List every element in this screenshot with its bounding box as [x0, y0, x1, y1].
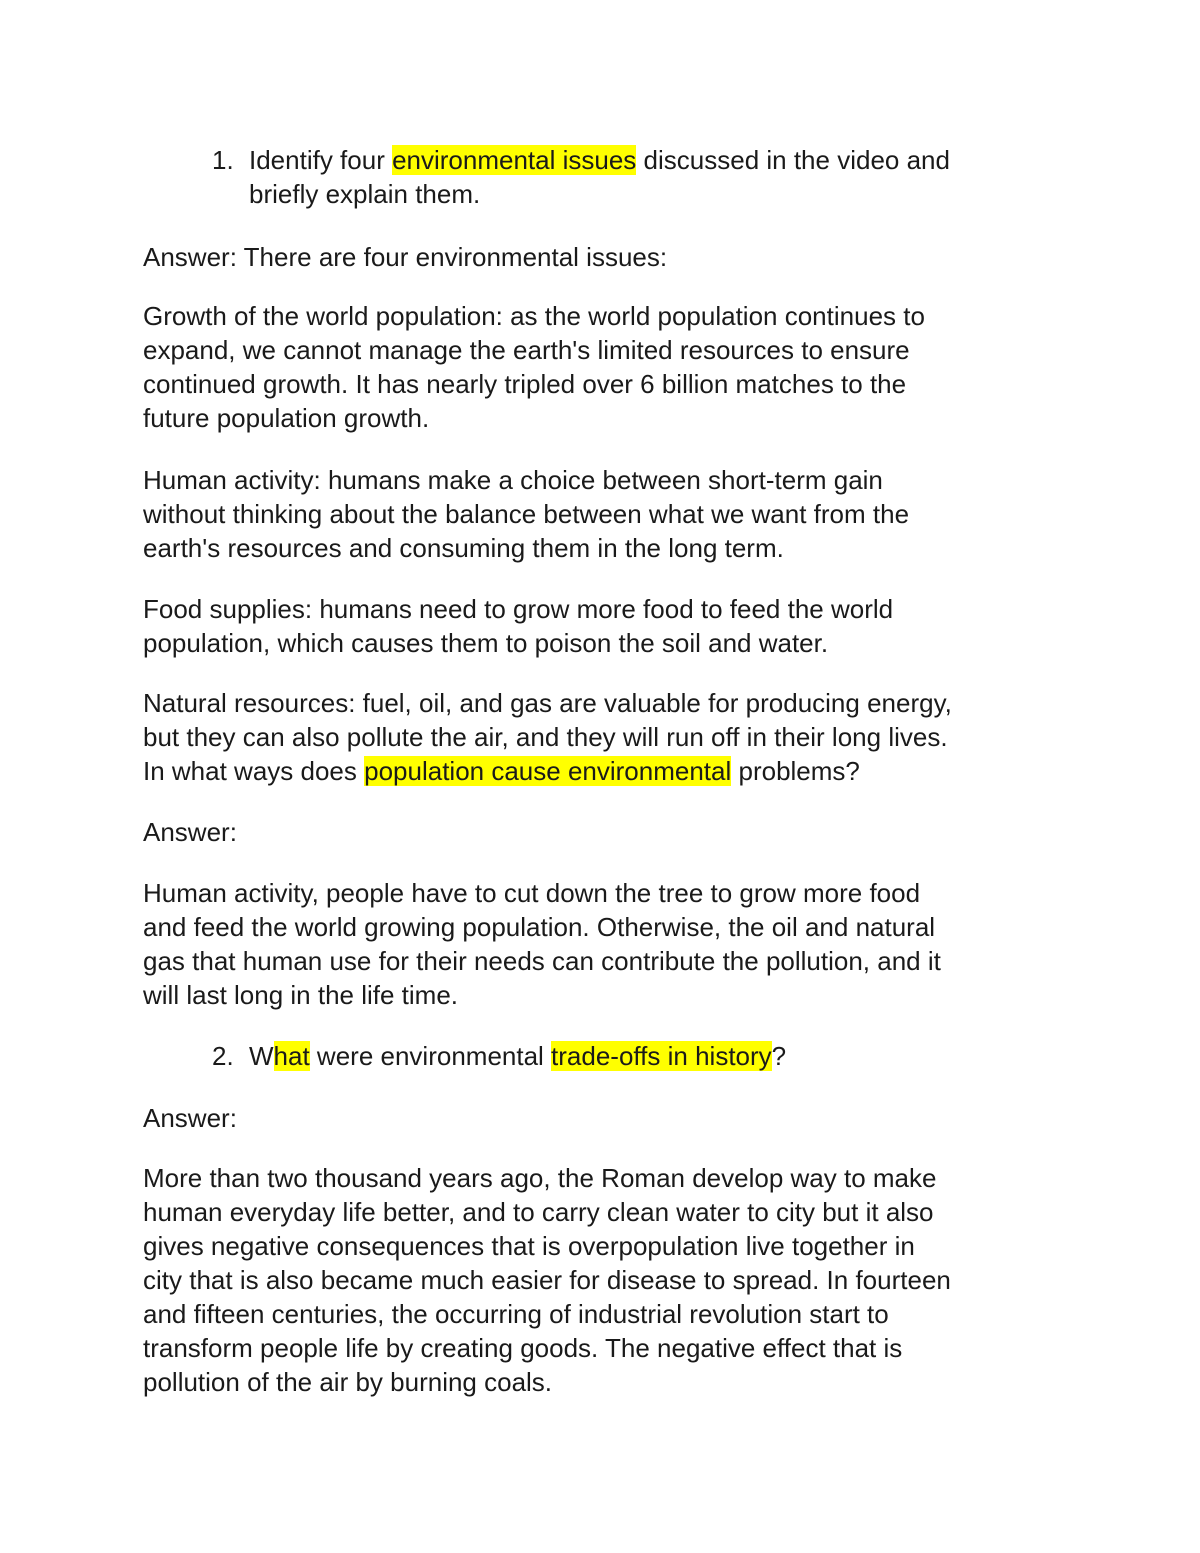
paragraph-line: earth's resources and consuming them in the long term.	[143, 533, 784, 563]
question-1-line-1	[249, 143, 950, 177]
paragraph-roman-history	[143, 1161, 951, 1399]
paragraph-population-growth	[143, 299, 925, 435]
paragraph-line: More than two thousand years ago, the Roman develop way to make	[143, 1163, 937, 1193]
highlight-population-cause-environmental: population cause environmental	[364, 756, 732, 786]
question-2-text-b: were environmental	[309, 1041, 552, 1071]
highlight-trade-offs-in-history: trade-offs in history	[551, 1041, 772, 1071]
paragraph-line: Human activity: humans make a choice between short-term gain	[143, 465, 883, 495]
paragraph-line: Natural resources: fuel, oil, and gas are valuable for producing energy,	[143, 688, 952, 718]
paragraph-human-activity	[143, 463, 909, 565]
question-1	[249, 143, 950, 211]
question-1-text-b: discussed in the video and	[636, 145, 950, 175]
paragraph-line: Food supplies: humans need to grow more food to feed the world	[143, 594, 894, 624]
paragraph-line: future population growth.	[143, 403, 430, 433]
question-2-text-c: ?	[771, 1041, 787, 1071]
paragraph-line: population, which causes them to poison the soil and water.	[143, 628, 829, 658]
paragraph-line: Human activity, people have to cut down the tree to grow more food	[143, 878, 921, 908]
paragraph-food-supplies	[143, 592, 893, 660]
paragraph-line: without thinking about the balance between what we want from the	[143, 499, 910, 529]
list-number-2: 2.	[212, 1041, 234, 1071]
paragraph-line: expand, we cannot manage the earth's limited resources to ensure	[143, 335, 910, 365]
question-population-line	[143, 754, 952, 788]
paragraph-human-activity-answer	[143, 876, 941, 1012]
question-text-b: problems?	[731, 756, 860, 786]
paragraph-natural-resources	[143, 686, 952, 788]
paragraph-line: pollution of the air by burning coals.	[143, 1367, 553, 1397]
question-2-line	[249, 1039, 786, 1073]
paragraph-line: and feed the world growing population. Otherwise, the oil and natural	[143, 912, 936, 942]
question-1-text-a: Identify four	[249, 145, 393, 175]
paragraph-line: transform people life by creating goods. The negative effect that is	[143, 1333, 903, 1363]
paragraph-line: human everyday life better, and to carry clean water to city but it also	[143, 1197, 934, 1227]
answer-1-intro: Answer: There are four environmental issues:	[143, 242, 668, 272]
list-number-1: 1.	[212, 145, 234, 175]
question-1-line-2: briefly explain them.	[249, 179, 481, 209]
question-2	[249, 1039, 786, 1073]
paragraph-line: gas that human use for their needs can contribute the pollution, and it	[143, 946, 941, 976]
highlight-hat: hat	[273, 1041, 310, 1071]
paragraph-line: will last long in the life time.	[143, 980, 459, 1010]
paragraph-line: but they can also pollute the air, and they will run off in their long lives.	[143, 722, 948, 752]
paragraph-line: continued growth. It has nearly tripled over 6 billion matches to the	[143, 369, 907, 399]
answer-label: Answer:	[143, 817, 237, 847]
paragraph-line: and fifteen centuries, the occurring of industrial revolution start to	[143, 1299, 889, 1329]
paragraph-line: gives negative consequences that is overpopulation live together in	[143, 1231, 915, 1261]
answer-label: Answer:	[143, 1103, 237, 1133]
paragraph-line: city that is also became much easier for disease to spread. In fourteen	[143, 1265, 951, 1295]
question-text-a: In what ways does	[143, 756, 365, 786]
question-2-text-a: W	[249, 1041, 274, 1071]
paragraph-line: Growth of the world population: as the world population continues to	[143, 301, 925, 331]
highlight-environmental-issues: environmental issues	[392, 145, 637, 175]
